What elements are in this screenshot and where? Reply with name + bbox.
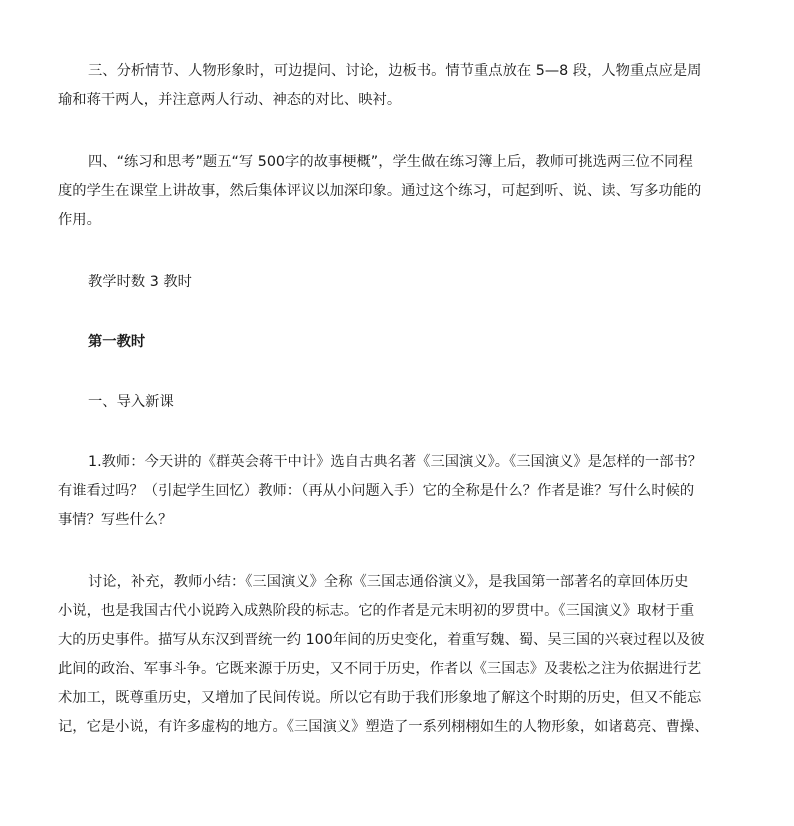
text-line: 大的历史事件。描写从东汉到晋统一约 100年间的历史变化，着重写魏、蜀、吴三国的兴衰过程以及彼 [58,632,705,648]
text-line: 瑜和蒋干两人，并注意两人行动、神态的对比、映衬。 [58,92,402,108]
text-line: 一、导入新课 [88,394,174,410]
text-line: 三、分析情节、人物形象时，可边提问、讨论，边板书。情节重点放在 5—8 段，人物重点应是周 [88,63,702,79]
text-line: 第一教时 [88,334,146,350]
text-line: 术加工，既尊重历史，又增加了民间传说。所以它有助于我们形象地了解这个时期的历史，但又不能忘 [58,690,702,706]
text-line: 讨论，补充，教师小结：《三国演义》全称《三国志通俗演义》，是我国第一部著名的章回体历史 [88,574,689,590]
section-heading-first-lesson [88,328,748,357]
paragraph-teaching-hours [88,268,748,297]
subheading-introduction [88,388,748,417]
text-line: 有谁看过吗？（引起学生回忆）教师：（再从小问题入手）它的全称是什么？作者是谁？写什么时候的 [58,483,695,499]
text-line: 作用。 [58,212,101,228]
paragraph-exercise [58,148,748,235]
paragraph-analysis-method [58,57,748,115]
text-line: 记，它是小说，有许多虚构的地方。《三国演义》塑造了一系列栩栩如生的人物形象，如诸葛亮、曹操、 [58,719,709,735]
paragraph-discussion-summary [58,568,748,742]
text-line: 四、“练习和思考”题五“写 500字的故事梗概”，学生做在练习簿上后，教师可挑选两三位不同程 [88,154,693,170]
text-line: 1.教师：今天讲的《群英会蒋干中计》选自古典名著《三国演义》。《三国演义》是怎样的一部书？ [88,454,703,470]
text-line: 事情？写些什么？ [58,512,173,528]
text-line: 此间的政治、军事斗争。它既来源于历史，又不同于历史，作者以《三国志》及裴松之注为依据进行艺 [58,661,702,677]
text-line: 教学时数 3 教时 [88,274,192,290]
text-line: 小说，也是我国古代小说跨入成熟阶段的标志。它的作者是元末明初的罗贯中。《三国演义》取材于重 [58,603,695,619]
paragraph-teacher-question [58,448,748,535]
text-line: 度的学生在课堂上讲故事，然后集体评议以加深印象。通过这个练习，可起到听、说、读、写多功能的 [58,183,702,199]
